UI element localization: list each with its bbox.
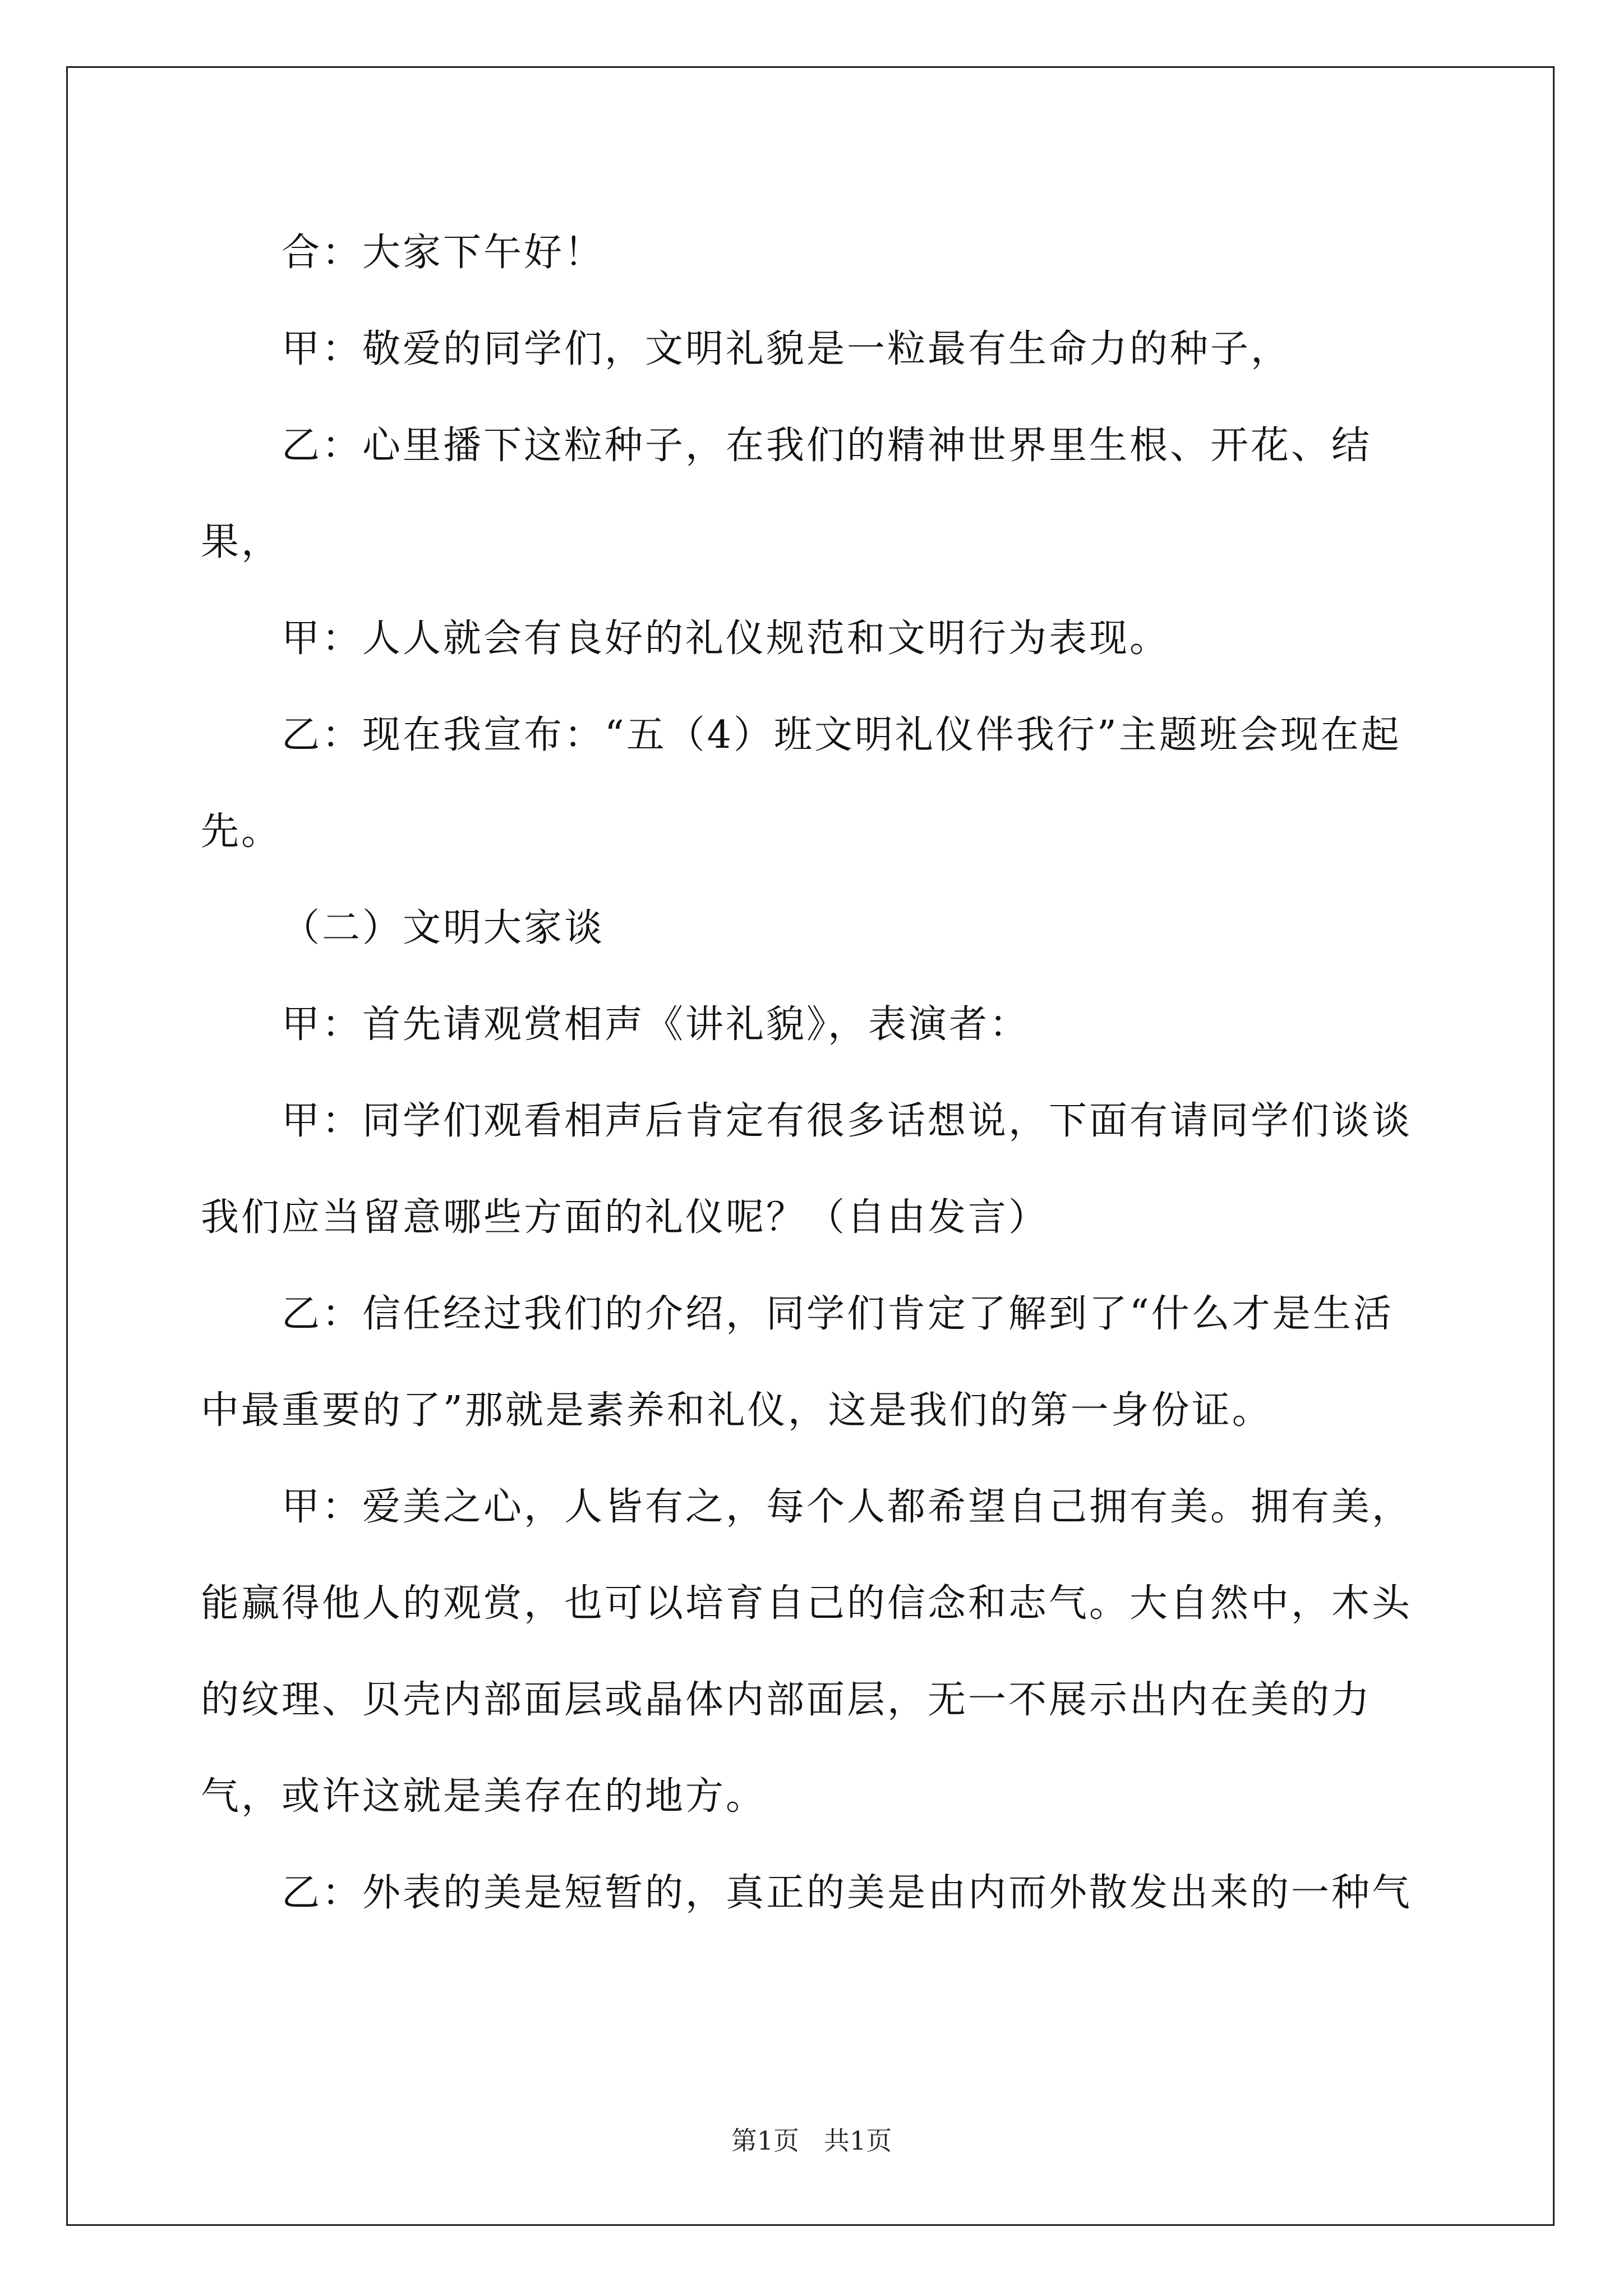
paragraph: 甲：敬爱的同学们，文明礼貌是一粒最有生命力的种子，: [282, 327, 1292, 371]
paragraph: 甲：首先请观赏相声《讲礼貌》，表演者：: [282, 1002, 1030, 1047]
paragraph: 合：大家下午好！: [282, 231, 605, 275]
paragraph: 乙：信任经过我们的介绍，同学们肯定了解到了“什么才是生活中最重要的了”那就是素养和礼仪，这是我们的第一身份证。: [201, 1292, 1394, 1433]
paragraph: 甲：人人就会有良好的礼仪规范和文明行为表现。: [282, 616, 1170, 661]
paragraph: 甲：爱美之心，人皆有之，每个人都希望自己拥有美。拥有美，能赢得他人的观赏，也可以培育自己的信念和志气。大自然中，木头的纹理、贝壳内部面层或晶体内部面层，无一不展示出内在美的力气，或许这就是美存在的地方。: [201, 1485, 1413, 1819]
section-heading: （二）文明大家谈: [282, 906, 605, 950]
page-footer: [0, 2120, 1623, 2157]
paragraph: 乙：现在我宣布：“五（4）班文明礼仪伴我行”主题班会现在起先。: [201, 713, 1401, 854]
paragraph: 乙：外表的美是短暂的，真正的美是由内而外散发出来的一种气: [282, 1871, 1413, 1915]
document-body: [201, 205, 1429, 1941]
paragraph: 甲：同学们观看相声后肯定有很多话想说，下面有请同学们谈谈我们应当留意哪些方面的礼仪呢？（自由发言）: [201, 1099, 1413, 1240]
page-total: 共1页: [823, 2125, 892, 2156]
paragraph: 乙：心里播下这粒种子，在我们的精神世界里生根、开花、结果，: [201, 424, 1372, 564]
page-number: 第1页: [731, 2125, 800, 2156]
